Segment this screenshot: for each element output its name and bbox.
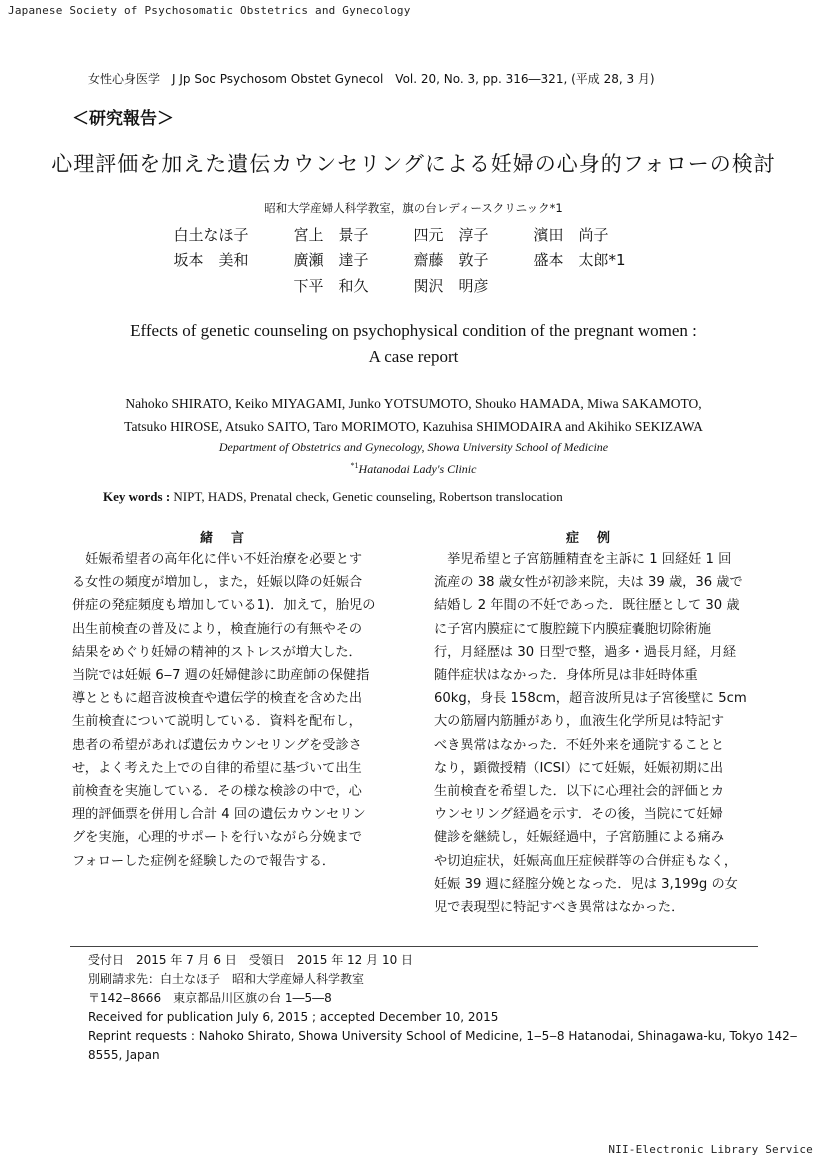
author-name: 四元 淳子 [413,226,489,244]
clinic-name: Hatanodai Lady's Clinic [358,462,477,476]
text-line: Reprint requests : Nahoko Shirato, Showa University School of Medicine, 1‒5‒8 Hatanodai, Shinagawa-ku, Tokyo 142‒ [88,1029,798,1043]
text-line: せ，よく考えた上での自律的希望に基づいて出生 [72,760,362,776]
keywords-label: Key words : [103,489,171,504]
text-line: 受付日 2015 年 7 月 6 日 受領日 2015 年 12 月 10 日 [88,953,414,967]
text-line: 当院では妊娠 6‒7 週の妊婦健診に助産師の保健指 [72,668,370,684]
section-tag: ＜研究報告＞ [72,109,174,129]
keywords-list: NIPT, HADS, Prenatal check, Genetic counseling, Robertson translocation [173,489,563,504]
text-line: 前検査を実施している．その様な検診の中で，心 [72,784,362,800]
text-line: 生前検査について説明している．資料を配布し， [72,714,362,730]
english-authors [60,392,767,438]
author-name: 齋藤 敦子 [413,251,489,269]
author-name: 盛本 太郎*1 [533,251,626,269]
text-line: なり，顕微授精（ICSI）にて妊娠，妊娠初期に出 [434,760,724,776]
text-line: 導とともに超音波検査や遺伝学的検査を含めた出 [72,691,363,707]
text-line: べき異常はなかった．不妊外来を通院することと [434,737,725,753]
english-clinic [60,461,767,477]
text-line: や切迫症状，妊娠高血圧症候群等の合併症もなく， [434,853,738,869]
archive-banner-bottom: NII-Electronic Library Service [608,1143,813,1156]
clinic-mark: *1 [350,461,359,470]
section-heading-introduction: 緒言 [200,531,263,546]
text-line: 〒142‒8666 東京都品川区旗の台 1―5―8 [88,991,332,1005]
text-line: 妊娠 39 週に経腟分娩となった．児は 3,199g の女 [434,876,738,892]
introduction-body [72,548,397,873]
text-line: 健診を継続し，妊娠経過中，子宮筋腫による痛み [434,830,725,846]
text-line: に子宮内膜症にて腹腔鏡下内膜症嚢胞切除術施 [434,621,711,637]
footnote-divider [70,946,758,947]
text-line: る女性の頻度が増加し，また，妊娠以降の妊娠合 [72,575,363,591]
text-line: 60kg，身長 158cm，超音波所見は子宮後壁に 5cm [434,691,747,707]
text-line: 流産の 38 歳女性が初診来院，夫は 39 歳，36 歳で [434,575,743,591]
case-body [434,548,760,919]
text-line: 随伴症状はなかった．身体所見は非妊時体重 [434,668,698,684]
english-title-line: A case report [368,347,459,366]
author-name: 坂本 美和 [173,251,249,269]
journal-citation: 女性心身医学 J Jp Soc Psychosom Obstet Gynecol Vol. 20, No. 3, pp. 316―321, (平成 28, 3 月) [88,72,655,86]
text-line: 8555, Japan [88,1048,160,1062]
text-line: 生前検査を希望した．以下に心理社会的評価とカ [434,784,725,800]
japanese-affiliation: 昭和大学産婦人科学教室，旗の台レディースクリニック*1 [264,201,563,215]
author-name: 宮上 景子 [293,226,369,244]
author-name: 濱田 尚子 [533,226,609,244]
english-authors-line: Nahoko SHIRATO, Keiko MIYAGAMI, Junko YOTSUMOTO, Shouko HAMADA, Miwa SAKAMOTO, [125,396,702,411]
keywords [103,489,563,505]
footnotes [88,951,798,1065]
text-line: グを実施，心理的サポートを行いながら分娩まで [72,830,363,846]
english-title [60,318,767,370]
author-name: 関沢 明彦 [413,277,489,295]
archive-banner-top: Japanese Society of Psychosomatic Obstetrics and Gynecology [8,4,411,17]
text-line: 大の筋層内筋腫があり，血液生化学所見は特記す [434,714,725,730]
text-line: 出生前検査の普及により，検査施行の有無やその [72,621,363,637]
text-line: ウンセリング経過を示す．その後，当院にて妊婦 [434,807,723,823]
text-line: Received for publication July 6, 2015 ; accepted December 10, 2015 [88,1010,499,1024]
text-line: 患者の希望があれば遺伝カウンセリングを受診さ [72,737,362,753]
japanese-author-row [0,275,827,296]
text-line: 理的評価票を併用し合計 4 回の遺伝カウンセリン [72,807,366,823]
japanese-author-row [0,224,827,245]
author-name: 白土なほ子 [173,226,249,244]
english-department: Department of Obstetrics and Gynecology, Showa University School of Medicine [218,440,609,454]
text-line: 結果をめぐり妊婦の精神的ストレスが増大した． [72,644,362,660]
section-heading-case: 症例 [566,531,629,546]
text-line: 行，月経歴は 30 日型で整，過多・過長月経，月経 [434,644,737,660]
text-line: 結婚し 2 年間の不妊であった．既往歴として 30 歳 [434,598,740,614]
english-title-line: Effects of genetic counseling on psychophysical condition of the pregnant women : [130,321,697,340]
author-name: 下平 和久 [293,277,369,295]
text-line: 挙児希望と子宮筋腫精査を主訴に 1 回経妊 1 回 [434,552,732,567]
text-line: フォローした症例を経験したので報告する． [72,853,336,869]
author-name: 廣瀬 達子 [293,251,369,269]
text-line: 別刷請求先：白土なほ子 昭和大学産婦人科学教室 [88,972,365,986]
japanese-title: 心理評価を加えた遺伝カウンセリングによる妊婦の心身的フォローの検討 [51,152,776,176]
text-line: 併症の発症頻度も増加している1)．加えて，胎児の [72,598,376,614]
text-line: 妊娠希望者の高年化に伴い不妊治療を必要とす [72,552,363,567]
japanese-author-row [0,249,827,270]
english-authors-line: Tatsuko HIROSE, Atsuko SAITO, Taro MORIMOTO, Kazuhisa SHIMODAIRA and Akihiko SEKIZAWA [124,419,703,434]
text-line: 児で表現型に特記すべき異常はなかった． [434,900,685,916]
